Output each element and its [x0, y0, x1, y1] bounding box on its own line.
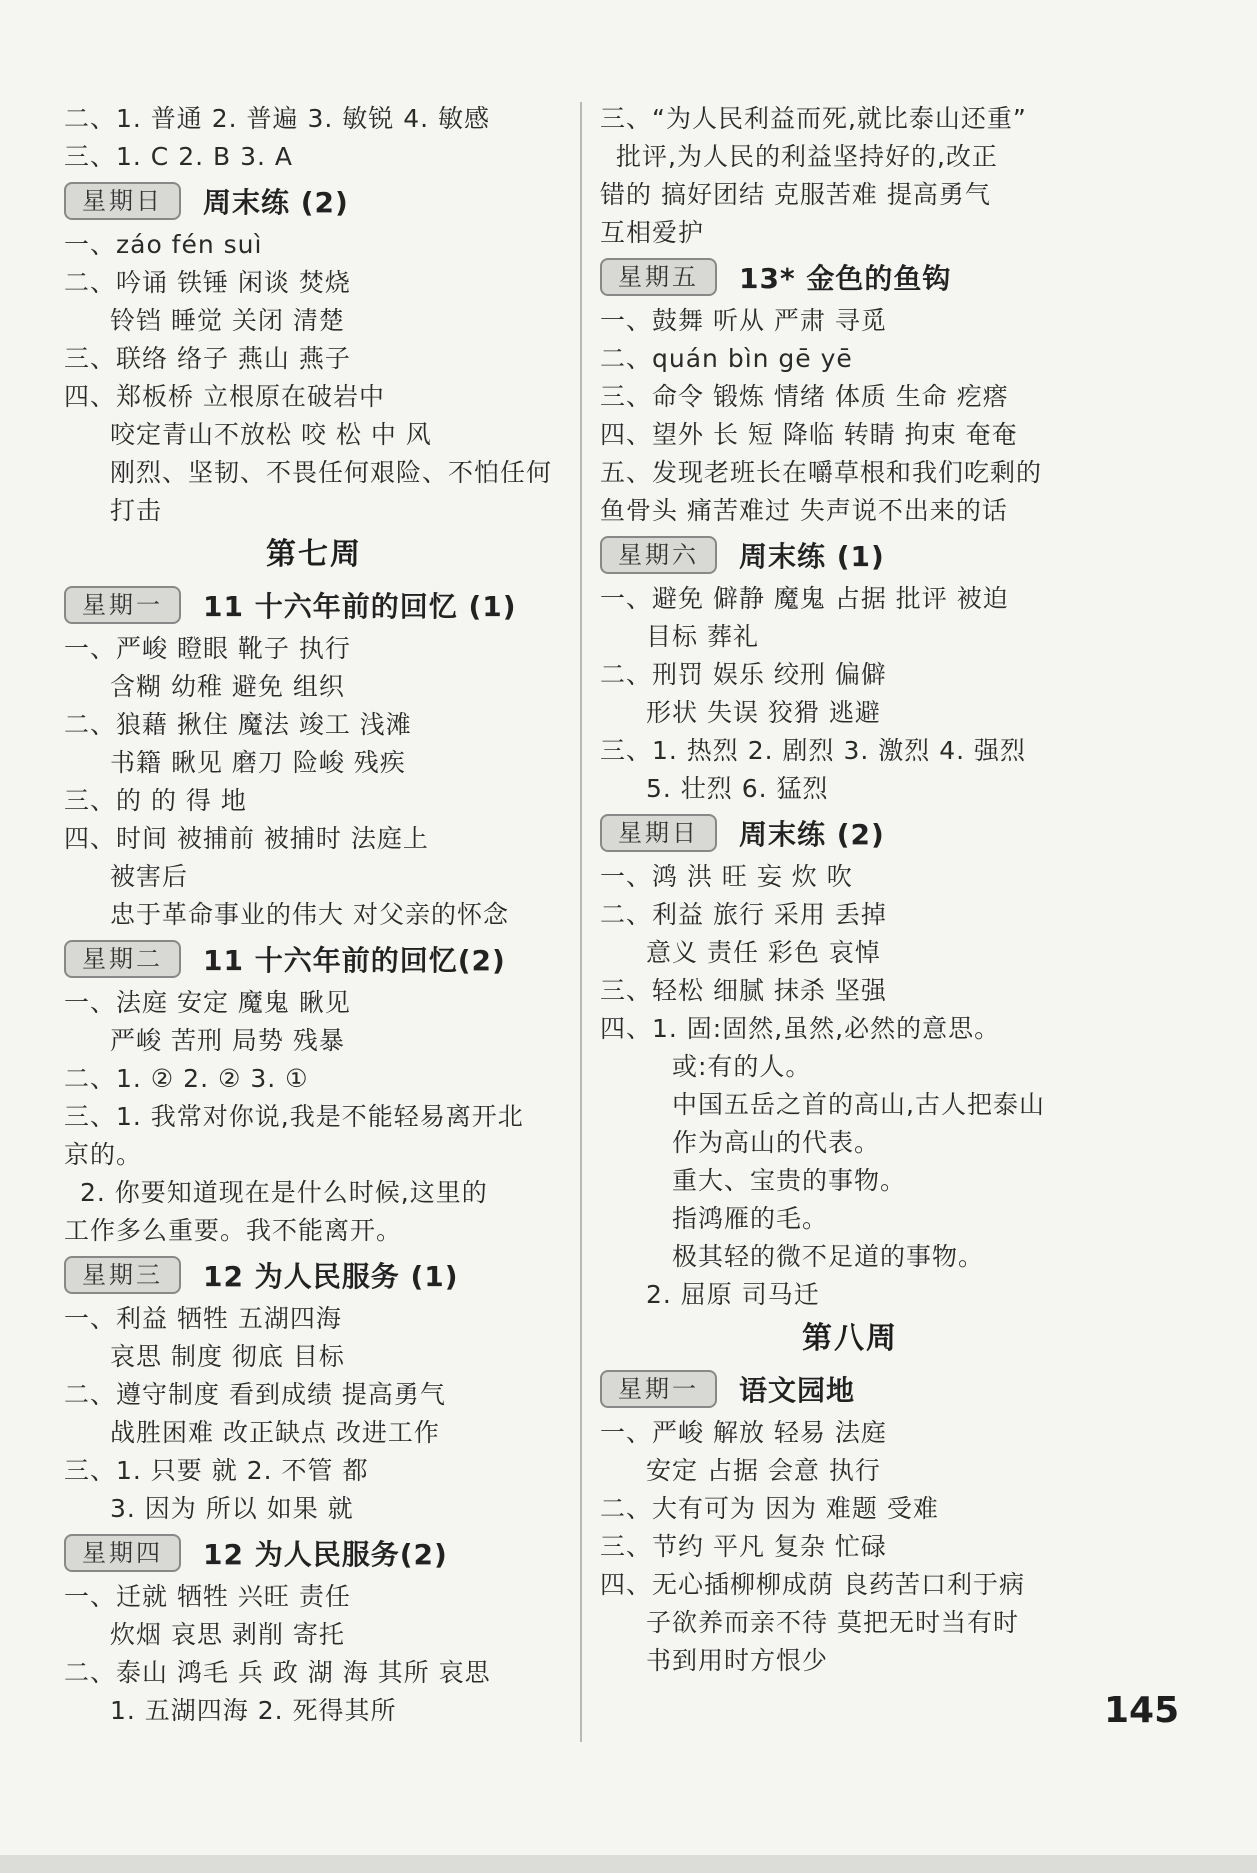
- day-badge: 星期四: [64, 1534, 181, 1572]
- section-header: [64, 1252, 564, 1298]
- lesson-title: 周末练 (1): [739, 540, 885, 573]
- answer-line: 二、quán bìn gē yē: [600, 344, 853, 373]
- week-heading: 第七周: [266, 537, 362, 572]
- answer-line: 铃铛 睡觉 关闭 清楚: [110, 306, 345, 335]
- column-divider: [580, 102, 582, 1742]
- page-number: 145: [1104, 1690, 1180, 1731]
- answer-line: 目标 葬礼: [646, 622, 759, 651]
- answer-line: 三、1. 只要 就 2. 不管 都: [64, 1456, 369, 1485]
- answer-line: 2. 你要知道现在是什么时候,这里的: [80, 1178, 488, 1207]
- answer-line: 四、郑板桥 立根原在破岩中: [64, 382, 385, 411]
- answer-line: 含糊 幼稚 避免 组织: [110, 672, 345, 701]
- answer-line: 1. 五湖四海 2. 死得其所: [110, 1696, 397, 1725]
- answer-line: 二、吟诵 铁锤 闲谈 焚烧: [64, 268, 351, 297]
- answer-line: 书籍 瞅见 磨刀 险峻 残疾: [110, 748, 406, 777]
- section-header: [600, 1366, 1100, 1412]
- answer-line: 书到用时方恨少: [646, 1646, 829, 1675]
- answer-line: 3. 因为 所以 如果 就: [110, 1494, 354, 1523]
- answer-line: 一、鸿 洪 旺 妄 炊 吹: [600, 862, 853, 891]
- answer-line: 炊烟 哀思 剥削 寄托: [110, 1620, 345, 1649]
- day-badge: 星期一: [64, 586, 181, 624]
- answer-line: 三、节约 平凡 复杂 忙碌: [600, 1532, 887, 1561]
- answer-line: 二、泰山 鸿毛 兵 政 湖 海 其所 哀思: [64, 1658, 491, 1687]
- answer-line: 三、1. C 2. B 3. A: [64, 142, 294, 171]
- lesson-title: 语文园地: [739, 1374, 856, 1407]
- lesson-title: 12 为人民服务 (1): [203, 1260, 459, 1293]
- day-badge: 星期三: [64, 1256, 181, 1294]
- lesson-title: 11 十六年前的回忆 (1): [203, 590, 517, 623]
- answer-line: 三、轻松 细腻 抹杀 坚强: [600, 976, 887, 1005]
- answer-line: 二、1. ② 2. ② 3. ①: [64, 1064, 309, 1093]
- answer-line: 鱼骨头 痛苦难过 失声说不出来的话: [600, 496, 1008, 525]
- answer-line: 打击: [110, 496, 163, 525]
- answer-line: 错的 搞好团结 克服苦难 提高勇气: [600, 180, 991, 209]
- answer-line: 一、严峻 解放 轻易 法庭: [600, 1418, 887, 1447]
- answer-line: 三、命令 锻炼 情绪 体质 生命 疙瘩: [600, 382, 1009, 411]
- answer-line: 三、“为人民利益而死,就比泰山还重”: [600, 104, 1027, 133]
- answer-line: 忠于革命事业的伟大 对父亲的怀念: [110, 900, 509, 929]
- answer-line: 形状 失误 狡猾 逃避: [646, 698, 881, 727]
- day-badge: 星期五: [600, 258, 717, 296]
- answer-line: 一、严峻 瞪眼 靴子 执行: [64, 634, 351, 663]
- section-header: [64, 1530, 564, 1576]
- answer-line: 四、时间 被捕前 被捕时 法庭上: [64, 824, 429, 853]
- page-edge: [0, 1855, 1257, 1873]
- answer-line: 三、的 的 得 地: [64, 786, 247, 815]
- day-badge: 星期一: [600, 1370, 717, 1408]
- answer-line: 四、无心插柳柳成荫 良药苦口利于病: [600, 1570, 1025, 1599]
- day-badge: 星期日: [600, 814, 717, 852]
- lesson-title: 周末练 (2): [739, 818, 885, 851]
- answer-line: 二、狼藉 揪住 魔法 竣工 浅滩: [64, 710, 412, 739]
- answer-line: 一、避免 僻静 魔鬼 占据 批评 被迫: [600, 584, 1009, 613]
- answer-line: 一、迁就 牺牲 兴旺 责任: [64, 1582, 351, 1611]
- section-header: [600, 532, 1100, 578]
- answer-line: 三、联络 络子 燕山 燕子: [64, 344, 351, 373]
- answer-line: 二、大有可为 因为 难题 受难: [600, 1494, 939, 1523]
- answer-line: 工作多么重要。我不能离开。: [64, 1216, 403, 1245]
- section-header: [64, 582, 564, 628]
- answer-line: 作为高山的代表。: [672, 1128, 881, 1157]
- answer-line: 批评,为人民的利益坚持好的,改正: [616, 142, 998, 171]
- week-heading: 第八周: [802, 1321, 898, 1356]
- answer-line: 四、1. 固:固然,虽然,必然的意思。: [600, 1014, 1001, 1043]
- right-column: [600, 100, 1100, 1680]
- section-header: [64, 936, 564, 982]
- answer-line: 三、1. 我常对你说,我是不能轻易离开北: [64, 1102, 524, 1131]
- answer-line: 二、1. 普通 2. 普遍 3. 敏锐 4. 敏感: [64, 104, 491, 133]
- answer-line: 重大、宝贵的事物。: [672, 1166, 907, 1195]
- answer-line: 互相爱护: [600, 218, 705, 247]
- answer-line: 指鸿雁的毛。: [672, 1204, 829, 1233]
- lesson-title: 12 为人民服务(2): [203, 1538, 448, 1571]
- section-header: [600, 254, 1100, 300]
- lesson-title: 11 十六年前的回忆(2): [203, 944, 506, 977]
- answer-line: 一、záo fén suì: [64, 230, 263, 259]
- answer-line: 战胜困难 改正缺点 改进工作: [110, 1418, 440, 1447]
- answer-line: 或:有的人。: [672, 1052, 812, 1081]
- section-header: [600, 810, 1100, 856]
- answer-line: 一、鼓舞 听从 严肃 寻觅: [600, 306, 887, 335]
- day-badge: 星期日: [64, 182, 181, 220]
- answer-line: 三、1. 热烈 2. 剧烈 3. 激烈 4. 强烈: [600, 736, 1027, 765]
- answer-line: 二、利益 旅行 采用 丢掉: [600, 900, 887, 929]
- answer-line: 刚烈、坚韧、不畏任何艰险、不怕任何: [110, 458, 553, 487]
- day-badge: 星期二: [64, 940, 181, 978]
- answer-line: 意义 责任 彩色 哀悼: [646, 938, 881, 967]
- lesson-title: 周末练 (2): [203, 186, 349, 219]
- answer-line: 二、刑罚 娱乐 绞刑 偏僻: [600, 660, 887, 689]
- answer-line: 5. 壮烈 6. 猛烈: [646, 774, 829, 803]
- answer-line: 二、遵守制度 看到成绩 提高勇气: [64, 1380, 446, 1409]
- answer-line: 安定 占据 会意 执行: [646, 1456, 881, 1485]
- answer-line: 中国五岳之首的高山,古人把泰山: [672, 1090, 1045, 1119]
- answer-line: 京的。: [64, 1140, 143, 1169]
- answer-line: 一、利益 牺牲 五湖四海: [64, 1304, 342, 1333]
- answer-line: 五、发现老班长在嚼草根和我们吃剩的: [600, 458, 1043, 487]
- answer-line: 严峻 苦刑 局势 残暴: [110, 1026, 345, 1055]
- answer-line: 被害后: [110, 862, 189, 891]
- left-column: [64, 100, 564, 1730]
- day-badge: 星期六: [600, 536, 717, 574]
- answer-line: 2. 屈原 司马迁: [646, 1280, 820, 1309]
- answer-line: 四、望外 长 短 降临 转睛 拘束 奄奄: [600, 420, 1018, 449]
- section-header: [64, 178, 564, 224]
- answer-line: 子欲养而亲不待 莫把无时当有时: [646, 1608, 1019, 1637]
- answer-line: 一、法庭 安定 魔鬼 瞅见: [64, 988, 351, 1017]
- lesson-title: 13* 金色的鱼钩: [739, 262, 952, 295]
- answer-line: 咬定青山不放松 咬 松 中 风: [110, 420, 432, 449]
- answer-line: 哀思 制度 彻底 目标: [110, 1342, 345, 1371]
- answer-line: 极其轻的微不足道的事物。: [672, 1242, 985, 1271]
